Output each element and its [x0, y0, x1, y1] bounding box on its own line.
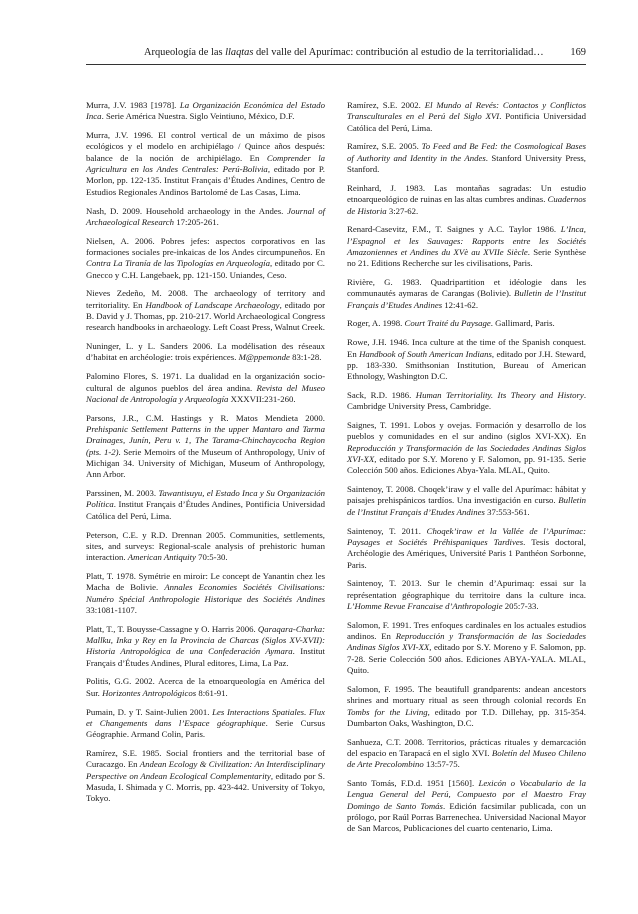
reference-entry: Ramírez, S.E. 2005. To Feed and Be Fed: the Cosmological Bases of Authority and Identity in the Andes. Stanford University Press, Stanford. — [347, 141, 586, 175]
reference-entry: Politis, G.G. 2002. Acerca de la etnoarqueología en América del Sur. Horizontes Antropológicos 8:61-91. — [86, 676, 325, 698]
reference-entry: Rivière, G. 1983. Quadripartition et idéologie dans les communautés aymaras de Carangas (Bolivie). Bulletin de l’Institut Français d’Etudes Andines 12:41-62. — [347, 277, 587, 310]
reference-entry: Ramírez, S.E. 2002. El Mundo al Revés: Contactos y Conflictos Transculturales en el Perú del Siglo XVI. Pontificia Universidad Católica del Perú, Lima. — [347, 100, 587, 133]
reference-entry: Saintenoy, T. 2008. Choqek’iraw y el valle del Apurímac: hábitat y paisajes prehispánicos tardíos. Una investigación en curso. Bulletin de l’Institut Français d’Etudes Andines 37:553-561. — [347, 484, 586, 517]
reference-entry: Platt, T., T. Bouysse-Cassagne y O. Harris 2006. Qaraqara-Charka: Mallku, Inka y Rey en la Provincia de Charcas (Siglos XV-XVII): Historia Antropológica de una Confederación Aymara. Institut Français d’Études Andines, Plural editores, Lima, La Paz. — [86, 623, 325, 668]
reference-entry: Palomino Flores, S. 1971. La dualidad en la organización socio-cultural de algunos pueblos del área andina. Revista del Museo Nacional de Antropología y Arqueología XXXVII:231-260. — [86, 371, 325, 404]
reference-entry: Sanhueza, C.T. 2008. Territorios, prácticas rituales y demarcación del espacio en Tarapacá en el siglo XVI. Boletín del Museo Chileno de Arte Precolombino 13:57-75. — [347, 736, 586, 770]
page-number: 169 — [570, 47, 586, 58]
running-head — [86, 46, 586, 59]
reference-entry: Pumain, D. y T. Saint-Julien 2001. Les Interactions Spatiales. Flux et Changements dans l’Espace géographique. Serie Cursus Géographie. Armand Colin, Paris. — [86, 706, 325, 740]
references-column-left — [86, 100, 325, 812]
reference-entry: Nuninger, L. y L. Sanders 2006. La modélisation des réseaux d’habitat en archéologie: trois expériences. M@ppemonde 83:1-28. — [86, 341, 325, 363]
reference-entry: Nielsen, A. 2006. Pobres jefes: aspectos corporativos en las formaciones sociales pre-inkaicas de los Andes circumpuneños. En Contra La Tiranía de las Tipologías en Arqueología, editado por C. Gnecco y C.H. Langebaek, pp. 121-150. Uniandes, Ceso. — [86, 235, 325, 280]
reference-entry: Murra, J.V. 1983 [1978]. La Organización Económica del Estado Inca. Serie América Nuestra. Siglo Veintiuno, México, D.F. — [86, 100, 326, 122]
reference-entry: Reinhard, J. 1983. Las montañas sagradas: Un estudio etnoarqueológico de ruinas en las altas cumbres andinas. Cuadernos de Historia 3:27-62. — [347, 182, 586, 216]
reference-entry: Saignes, T. 1991. Lobos y ovejas. Formación y desarrollo de los pueblos y comunidades en el sur andino (siglos XVI-XX). En Reproducción y Transformación de las Sociedades Andinas Siglos XVI-XX, editado por S.Y. Moreno y F. Salomon, pp. 91-135. Serie Colección 500 años. Ediciones Abya-Yala. MLAL, Quito. — [347, 420, 586, 476]
reference-entry: Platt, T. 1978. Symétrie en miroir: Le concept de Yanantin chez les Macha de Bolivie. Annales Economies Sociétés Civilisations: Numéro Spécial Anthropologie Historique des Sociétés Andines 33:1081-1107. — [86, 570, 326, 615]
reference-entry: Murra, J.V. 1996. El control vertical de un máximo de pisos ecológicos y el modelo en archipiélago / Quince años después: balance de la noción de archipiélago. En Comprender la Agricultura en los Andes Centrales: Perú-Bolivia, editado por P. Morlon, pp. 122-135. Institut Français d’Études Andines, Centro de Estudios Regionales Andinos Bartolomé de Las Casas, Lima. — [86, 130, 325, 197]
reference-entry: Renard-Casevitz, F.M., T. Saignes y A.C. Taylor 1986. L’Inca, l’Espagnol et les Sauvages: Rapports entre les Sociétés Amazoniennes et Andines du XVè au XVIIe Siècle. Serie Synthèse no 21. Editions Recherche sur les civilisations, Paris. — [347, 224, 586, 269]
reference-entry: Salomon, F. 1995. The beautifull grandparents: andean ancestors shrines and mortuary ritual as seen through colonial records En Tombs for the Living, editado por T.D. Dillehay, pp. 315-354. Dumbarton Oaks, Washington, D.C. — [347, 683, 586, 728]
reference-entry: Peterson, C.E. y R.D. Drennan 2005. Communities, settlements, sites, and surveys: Regional-scale analysis of prehistoric human interaction. American Antiquity 70:5-30. — [86, 529, 325, 563]
running-head-title: Arqueología de las llaqtas del valle del Apurímac: contribución al estudio de la territorialidad… — [144, 47, 544, 58]
reference-entry: Rowe, J.H. 1946. Inca culture at the time of the Spanish conquest. En Handbook of South American Indians, editado por J.H. Steward, pp. 183-330. Smithsonian Institution, Bureau of American Ethnology, Washington D.C. — [347, 337, 586, 382]
reference-entry: Saintenoy, T. 2011. Choqek’iraw et la Vallée de l’Apurímac: Paysages et Sociétés Préhispaniques Tardives. Tesis doctoral, Archéologie des Amériques, Université Paris 1 Panthéon Sorbonne, Paris. — [347, 525, 586, 570]
reference-entry: Nash, D. 2009. Household archaeology in the Andes. Journal of Archaeological Research 17:205-261. — [86, 205, 326, 227]
references-column-right — [347, 100, 586, 842]
reference-entry: Salomon, F. 1991. Tres enfoques cardinales en los actuales estudios andinos. En Reproducción y Transformación de las Sociedades Andinas Siglos XVI-XX, editado por S.Y. Moreno y F. Salomon, pp. 7-28. Serie Colección 500 años. Ediciones ABYA-YALA. MLAL, Quito. — [347, 619, 586, 676]
reference-entry: Nieves Zedeño, M. 2008. The archaeology of territory and territoriality. En Handbook of Landscape Archaeology, editado por B. David y J. Thomas, pp. 210-217. World Archaeological Congress research handbooks in archaeology. Left Coast Press, Walnut Creek. — [86, 288, 325, 333]
header-divider — [86, 64, 586, 65]
reference-entry: Roger, A. 1998. Court Traité du Paysage. Gallimard, Paris. — [347, 318, 555, 329]
reference-entry: Sack, R.D. 1986. Human Territoriality. Its Theory and History. Cambridge University Press, Cambridge. — [347, 389, 586, 412]
reference-entry: Santo Tomás, F.D.d. 1951 [1560]. Lexicón o Vocabulario de la Lengua General del Perú, Compuesto por el Maestro Fray Domingo de Santo Tomás. Edición facsimilar publicada, con un prólogo, por Raúl Porras Barrenechea. Universidad Nacional Mayor de San Marcos, Publicaciones del cuarto centenario, Lima. — [347, 778, 586, 834]
reference-entry: Ramírez, S.E. 1985. Social frontiers and the territorial base of Curacazgo. En Andean Ecology & Civilization: An Interdisciplinary Perspective on Andean Ecological Complementarity, editado por S. Masuda, I. Shimada y C. Morris, pp. 423-442. University of Tokyo, Tokyo. — [86, 747, 325, 804]
reference-entry: Parssinen, M. 2003. Tawantisuyu, el Estado Inca y Su Organización Política. Institut Français d’Études Andines, Pontificia Universidad Católica del Perú, Lima. — [86, 488, 326, 521]
reference-entry: Saintenoy, T. 2013. Sur le chemin d’Apurimaq: essai sur la représentation géographique du territoire dans la culture inca. L’Homme Revue Francaise d’Anthropologie 205:7-33. — [347, 578, 586, 612]
reference-entry: Parsons, J.R., C.M. Hastings y R. Matos Mendieta 2000. Prehispanic Settlement Patterns in the upper Mantaro and Tarma Drainages, Junín, Peru v. 1, The Tarama-Chinchaycocha Region (pts. 1-2). Serie Memoirs of the Museum of Anthropology, Univ of Michigan 34. University of Michigan, Museum of Anthropology, Ann Arbor. — [86, 412, 325, 480]
